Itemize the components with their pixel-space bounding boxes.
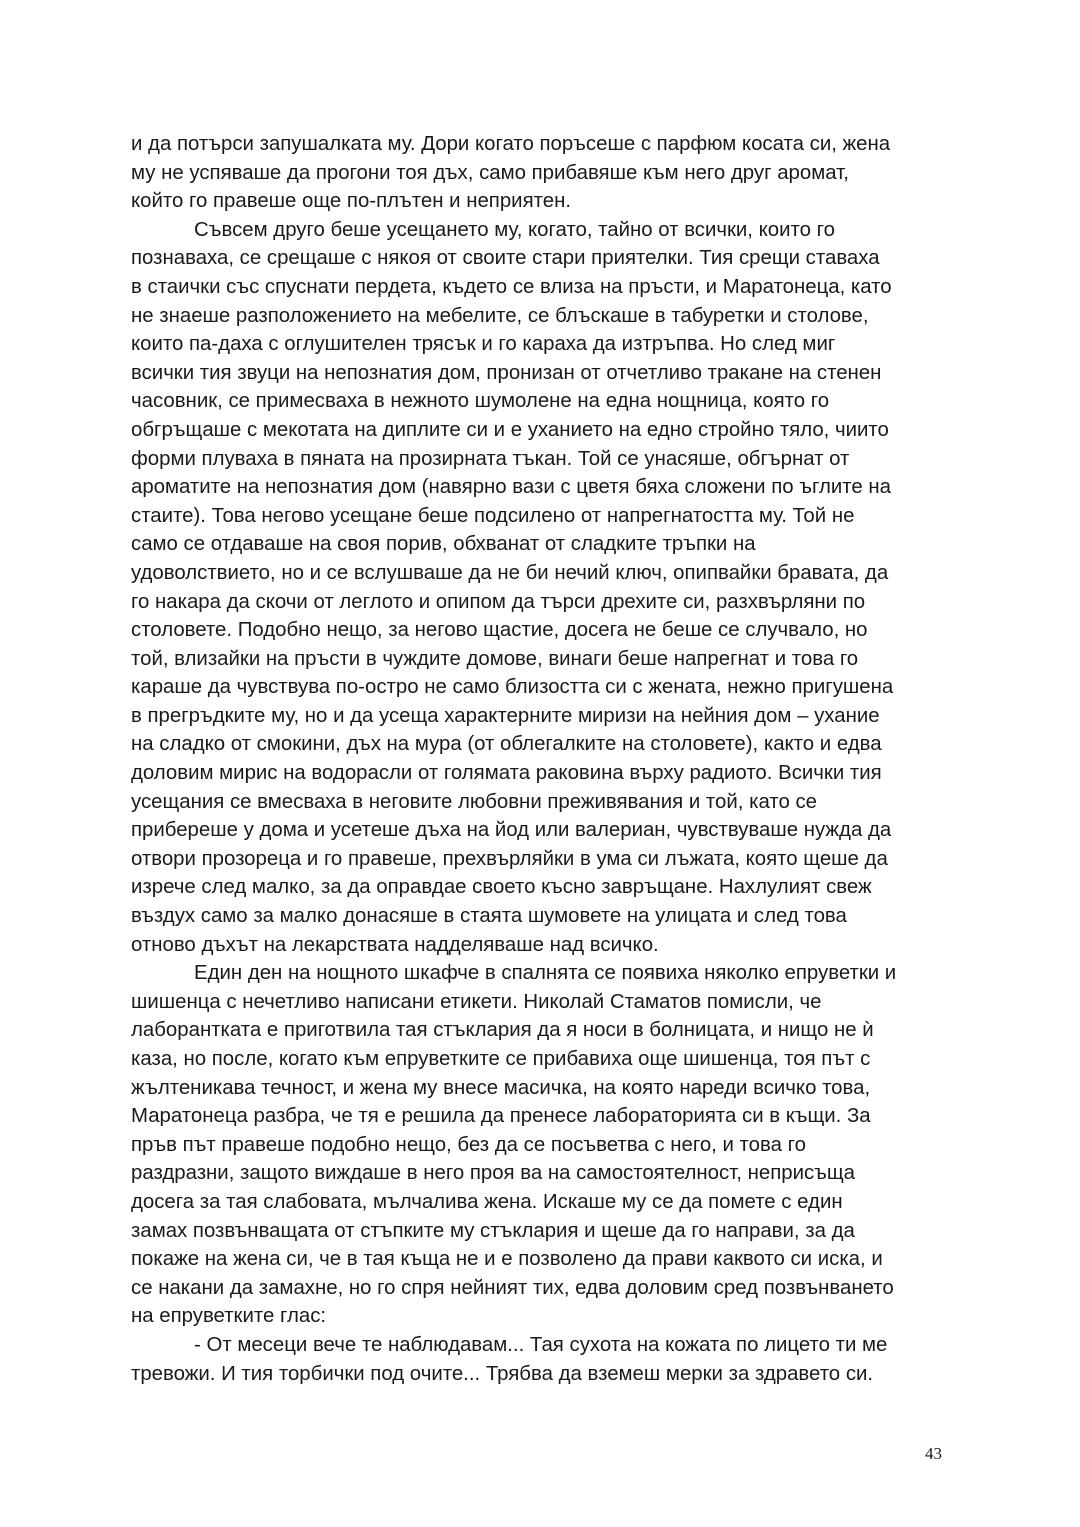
text-line: каза, но после, когато към епруветките се прибавиха още шишенца, тоя път с — [131, 1048, 871, 1070]
text-line: замах позвънващата от стъпките му стъклария и щеше да го направи, за да — [131, 1219, 855, 1242]
text-line: обгръщаше с мекотата на диплите си и е уханието на едно стройно тяло, чиито — [131, 418, 889, 441]
text-line: в прегръдките му, но и да усеща характерните миризи на нейния дом – ухание — [131, 704, 880, 727]
text-line: ароматите на непознатия дом (навярно вази с цветя бяха сложени по ъглите на — [131, 476, 892, 499]
text-line: на сладко от смокини, дъх на мура (от облегалките на столовете), както и едва — [131, 733, 882, 756]
text-line: жълтеникава течност, и жена му внесе масичка, на която нареди всичко това, — [131, 1076, 871, 1099]
text-line: и да потърси запушалката му. Дори когато поръсеше с парфюм косата си, жена — [131, 133, 891, 155]
text-line: които па-даха с оглушителен трясък и го караха да изтръпва. Но след миг — [131, 333, 836, 356]
text-line: му не успяваше да прогони тоя дъх, само прибавяше към него друг аромат, — [131, 161, 849, 184]
text-line: изрече след малко, за да оправдае своето късно завръщане. Нахлулият свеж — [131, 876, 872, 899]
text-line: отново дъхът на лекарствата надделяваше над всичко. — [131, 933, 659, 956]
text-line: усещания се вмесваха в неговите любовни преживявания и той, като се — [131, 790, 817, 813]
text-line: който го правеше още по-плътен и неприятен. — [131, 190, 571, 213]
text-line: покаже на жена си, че в тая къща не и е позволено да прави каквото си иска, и — [131, 1248, 883, 1271]
text-line: караше да чувствува по-остро не само близостта си с жената, нежно пригушена — [131, 676, 894, 699]
text-line: прибереше у дома и усетеше дъха на йод или валериан, чувствуваше нужда да — [131, 819, 892, 842]
text-line: го накара да скочи от леглото и опипом да търси дрехите си, разхвърляни по — [131, 590, 866, 613]
text-line: се накани да замахне, но го спря нейният тих, едва доловим сред позвънването — [131, 1276, 894, 1299]
text-line: всички тия звуци на непознатия дом, пронизан от отчетливо тракане на стенен — [131, 361, 882, 384]
text-line: часовник, се примесваха в нежното шумолене на една нощница, която го — [131, 390, 830, 413]
text-line: на епруветките глас: — [131, 1305, 327, 1328]
text-line: познаваха, се срещаше с някоя от своите стари приятелки. Тия срещи ставаха — [131, 247, 880, 270]
text-line: форми плуваха в пяната на прозирната тъкан. Той се унасяше, обгърнат от — [131, 447, 850, 470]
text-line: въздух само за малко донасяше в стаята шумовете на улицата и след това — [131, 905, 847, 928]
text-line: Съвсем друго беше усещането му, когато, тайно от всички, които го — [194, 218, 835, 241]
body-text — [131, 130, 961, 1388]
text-line: стаите). Това негово усещане беше подсилено от напрегнатостта му. Той не — [131, 504, 855, 527]
text-line: пръв път правеше подобно нещо, без да се посъветва с него, и това го — [131, 1133, 806, 1156]
page-number: 43 — [925, 1444, 942, 1463]
text-line: той, влизайки на пръсти в чуждите домове, винаги беше напрегнат и това го — [131, 647, 859, 670]
text-line: Маратонеца разбра, че тя е решила да пренесе лабораторията си в къщи. За — [131, 1105, 871, 1128]
text-line: само се отдаваше на своя порив, обхванат от сладките тръпки на — [131, 533, 756, 556]
text-line: - От месеци вече те наблюдавам... Тая сухота на кожата по лицето ти ме — [194, 1333, 888, 1356]
text-line: досега за тая слабовата, мълчалива жена. Искаше му се да помете с един — [131, 1190, 843, 1213]
text-line: удоволствието, но и се вслушваше да не би нечий ключ, опипвайки бравата, да — [131, 561, 889, 584]
text-line: столовете. Подобно нещо, за негово щастие, досега не беше се случвало, но — [131, 619, 868, 642]
text-line: шишенца с нечетливо написани етикети. Николай Стаматов помисли, че — [131, 990, 822, 1013]
text-line: Един ден на нощното шкафче в спалнята се появиха няколко епруветки и — [194, 962, 897, 985]
text-line: в стаички със спуснати пердета, където се влиза на пръсти, и Маратонеца, като — [131, 275, 892, 298]
text-line: не знаеше разположението на мебелите, се блъскаше в табуретки и столове, — [131, 304, 869, 327]
text-line: тревожи. И тия торбички под очите... Трябва да вземеш мерки за здравето си. — [131, 1362, 874, 1385]
text-line: доловим мирис на водорасли от голямата раковина върху радиото. Всички тия — [131, 762, 882, 785]
text-line: отвори прозореца и го правеше, прехвърляйки в ума си лъжата, която щеше да — [131, 847, 888, 870]
text-line: лаборантката е приготвила тая стъклария да я носи в болницата, и нищо не ѝ — [131, 1019, 874, 1042]
text-line: раздразни, защото виждаше в него проя ва на самостоятелност, неприсъща — [131, 1162, 856, 1185]
